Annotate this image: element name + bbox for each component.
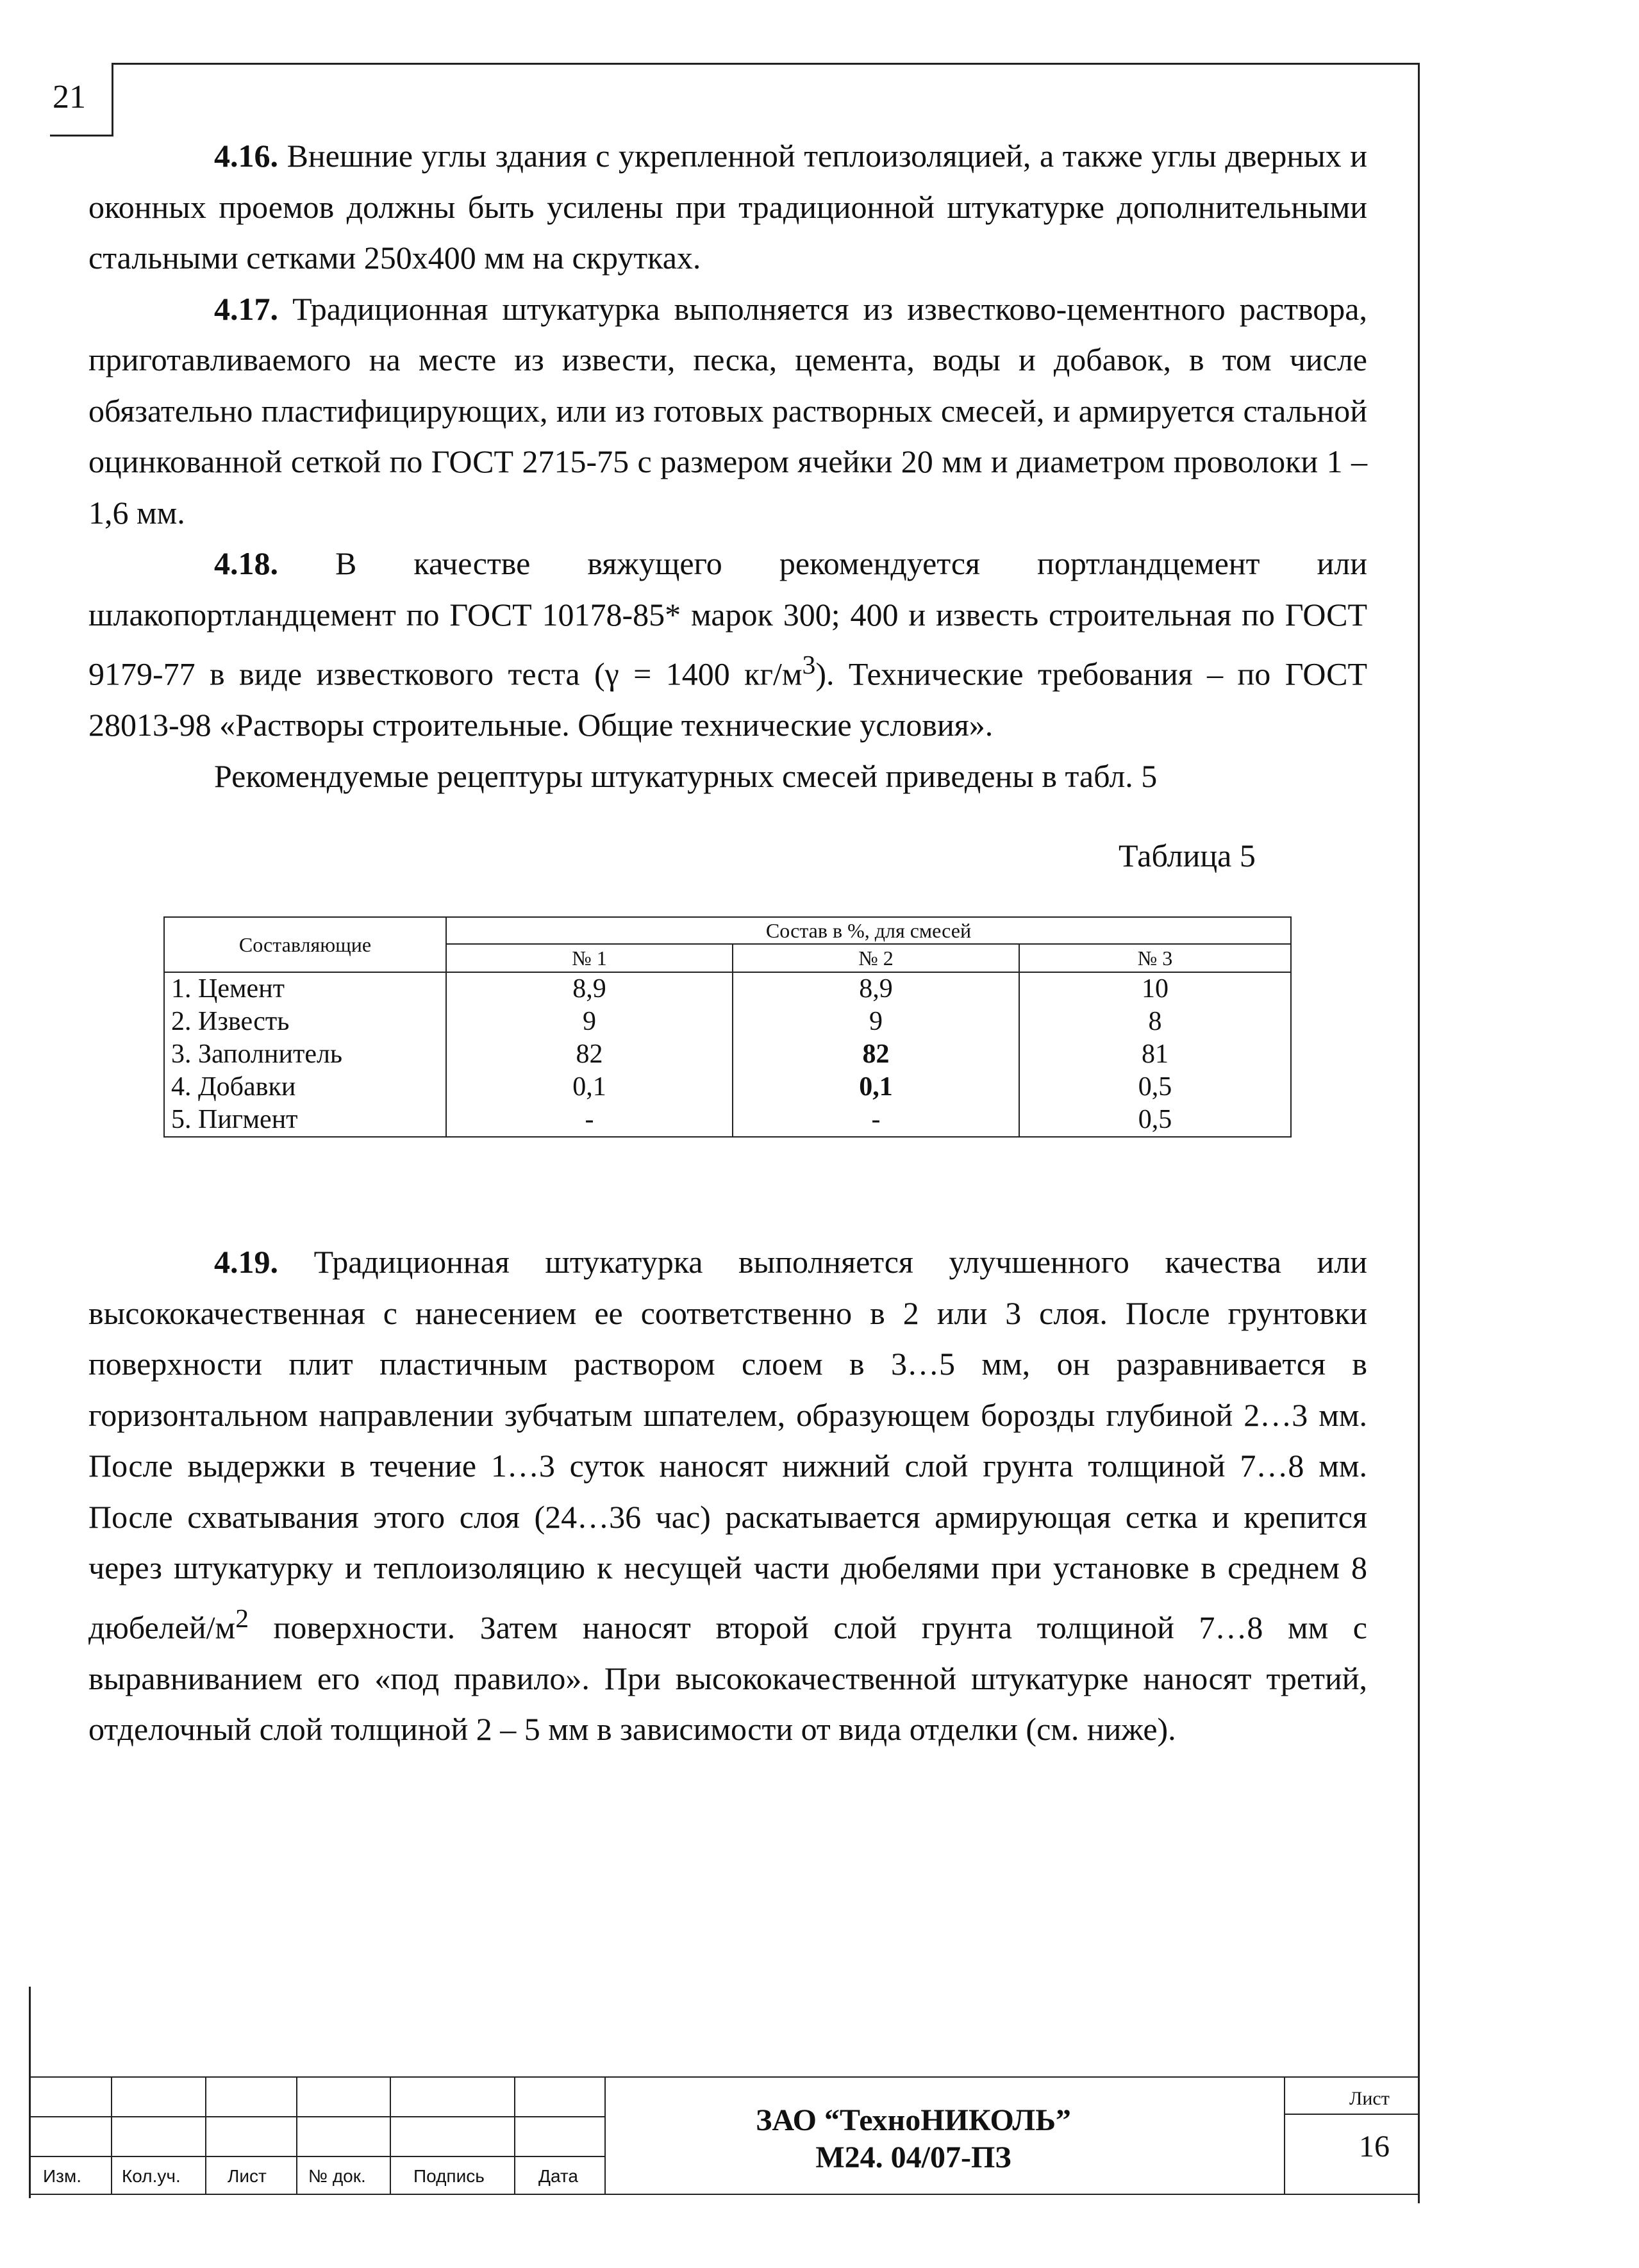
header-mix-2: № 2	[733, 944, 1019, 972]
cell-value: 10	[1019, 972, 1291, 1006]
header-group: Состав в %, для смесей	[446, 917, 1291, 944]
grid-line	[390, 2076, 391, 2195]
label-signature: Подпись	[413, 2166, 485, 2186]
mix-composition-table	[163, 916, 1292, 1138]
table-caption: Таблица 5	[1119, 838, 1256, 873]
grid-line	[205, 2076, 206, 2195]
section-text-cont: поверхности. Затем наносят второй слой грунта толщиной 7…8 мм с выравниванием его «под правило». При высококачественной штукатурке наносят третий, отделочный слой толщиной 2 – 5 мм в зависимости от вида отделки (см. ниже).	[88, 1609, 1367, 1748]
row-label: 4. Добавки	[164, 1071, 446, 1104]
grid-line	[29, 2116, 604, 2117]
section-4-19-block	[88, 1237, 1367, 1755]
cell-value: 8,9	[733, 972, 1019, 1006]
label-list: Лист	[228, 2166, 267, 2186]
sheet-label: Лист	[1349, 2088, 1390, 2109]
section-text: Внешние углы здания с укрепленной теплоизоляцией, а также углы дверных и оконных проемов должны быть усилены при традиционной штукатурке дополнительными стальными сетками 250х400 мм на скрутках.	[88, 138, 1367, 276]
cell-value: 81	[1019, 1038, 1291, 1071]
cell-value: 0,1	[733, 1071, 1019, 1104]
row-label: 2. Известь	[164, 1006, 446, 1038]
section-number: 4.19.	[214, 1244, 278, 1280]
company-name: ЗАО “ТехноНИКОЛЬ”	[756, 2103, 1071, 2137]
label-doc-no: № док.	[308, 2166, 366, 2186]
header-mix-3: № 3	[1019, 944, 1291, 972]
cell-value: 9	[446, 1006, 733, 1038]
row-label: 5. Пигмент	[164, 1104, 446, 1137]
row-label: 3. Заполнитель	[164, 1038, 446, 1071]
row-label: 1. Цемент	[164, 972, 446, 1006]
grid-line	[1284, 2114, 1420, 2115]
grid-line	[111, 2076, 112, 2195]
table-row	[164, 1038, 1291, 1071]
corner-page-number: 21	[53, 79, 86, 115]
document-code: М24. 04/07-ПЗ	[815, 2140, 1011, 2174]
grid-line	[1284, 2076, 1285, 2195]
cell-value: 82	[733, 1038, 1019, 1071]
cell-value: 8,9	[446, 972, 733, 1006]
sheet-number: 16	[1359, 2130, 1390, 2164]
table-row	[164, 1104, 1291, 1137]
label-izm: Изм.	[43, 2166, 81, 2186]
cell-value: -	[733, 1104, 1019, 1137]
company-block	[625, 2102, 1202, 2176]
table-row	[164, 1006, 1291, 1038]
section-text: Традиционная штукатурка выполняется улучшенного качества или высококачественная с нанесением ее соответственно в 2 или 3 слоя. После грунтовки поверхности плит пластичным раствором слоем в 3…5 мм, он разравнивается в горизонтальном направлении зубчатым шпателем, образующем борозды глубиной 2…3 мм. После выдержки в течение 1…3 суток наносят нижний слой грунта толщиной 7…8 мм. После схватывания этого слоя (24…36 час) раскатывается армирующая сетка и крепится через штукатурку и теплоизоляцию к несущей части дюбелями при установке в среднем 8 дюбелей/м	[88, 1244, 1368, 1646]
section-4-16	[88, 131, 1367, 284]
section-number: 4.17.	[214, 290, 278, 327]
section-4-17	[88, 284, 1367, 539]
frame-top-border	[112, 63, 1420, 65]
title-block	[29, 2076, 1420, 2195]
header-component: Составляющие	[164, 917, 446, 972]
section-text-cont: ). Технические требования – по ГОСТ 28013-98 «Растворы строительные. Общие технические условия».	[88, 656, 1367, 743]
grid-line	[296, 2076, 297, 2195]
table-row	[164, 1071, 1291, 1104]
recommend-text: Рекомендуемые рецептуры штукатурных смесей приведены в табл. 5	[214, 757, 1158, 794]
cell-value: 0,1	[446, 1071, 733, 1104]
frame-right-border	[1418, 63, 1420, 2203]
label-date: Дата	[538, 2166, 579, 2186]
header-mix-1: № 1	[446, 944, 733, 972]
label-kol-uch: Кол.уч.	[122, 2166, 181, 2186]
cell-value: 8	[1019, 1006, 1291, 1038]
section-4-19	[88, 1237, 1367, 1755]
section-4-18	[88, 538, 1367, 751]
section-number: 4.16.	[214, 138, 278, 174]
grid-line	[29, 2156, 604, 2157]
grid-line	[514, 2076, 515, 2195]
cell-value: 9	[733, 1006, 1019, 1038]
cell-value: 0,5	[1019, 1104, 1291, 1137]
section-text: Традиционная штукатурка выполняется из известково-цементного раствора, приготавливаемого на месте из извести, песка, цемента, воды и добавок, в том числе обязательно пластифицирующих, или из готовых растворных смесей, и армируется стальной оцинкованной сеткой по ГОСТ 2715-75 с размером ячейки 20 мм и диаметром проволоки 1 – 1,6 мм.	[88, 290, 1367, 531]
section-text: В качестве вяжущего рекомендуется портландцемент или шлакопортландцемент по ГОСТ 10178-85* марок 300; 400 и известь строительная по ГОСТ 9179-77 в виде известкового теста (γ = 1400 кг/м	[88, 545, 1367, 692]
cell-value: -	[446, 1104, 733, 1137]
grid-line	[604, 2076, 606, 2195]
cell-value: 82	[446, 1038, 733, 1071]
superscript: 3	[802, 650, 816, 680]
table-row	[164, 972, 1291, 1006]
section-number: 4.18.	[214, 545, 278, 581]
cell-value: 0,5	[1019, 1071, 1291, 1104]
document-body	[88, 131, 1367, 802]
superscript: 2	[235, 1603, 249, 1634]
